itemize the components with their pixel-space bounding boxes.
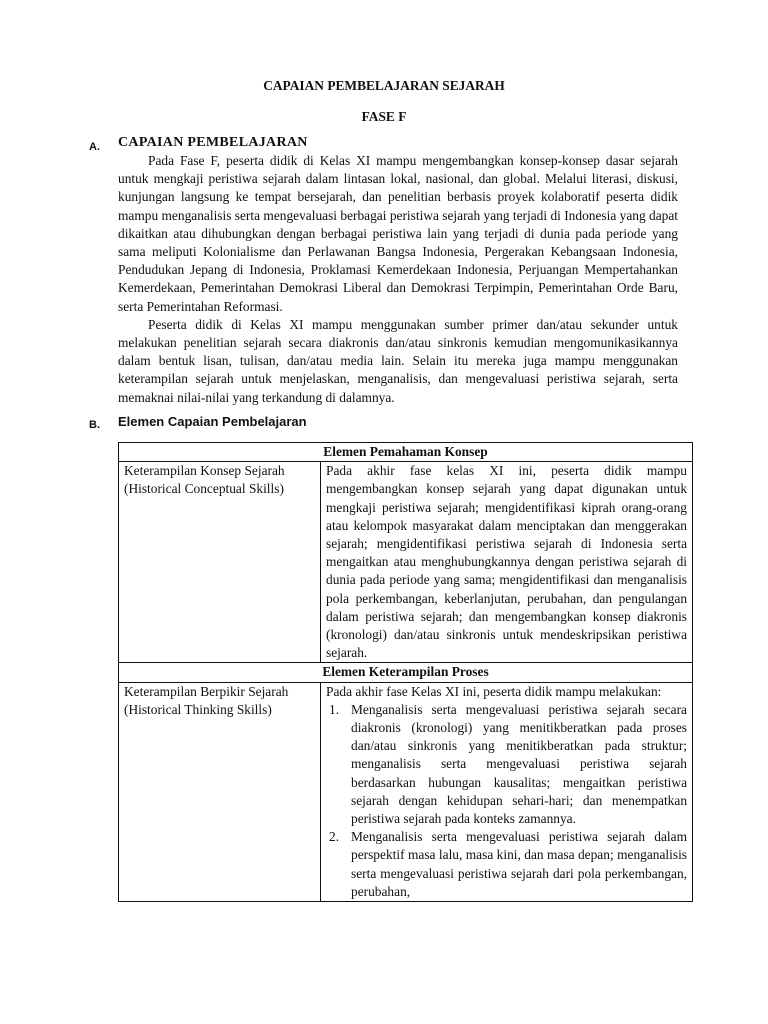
list-item (326, 701, 687, 828)
element-description-cell (321, 682, 693, 901)
section-b-marker: B. (89, 419, 100, 431)
element-label-cell (119, 462, 321, 663)
table-row (119, 682, 693, 901)
element-label: Keterampilan Berpikir Sejarah (124, 683, 289, 699)
elemen-table (118, 442, 693, 902)
document-subtitle: FASE F (361, 109, 407, 124)
table-row (119, 443, 693, 462)
paragraph: Peserta didik di Kelas XI mampu menggunakan sumber primer dan/atau sekunder untuk melakukan penelitian sejarah secara diakronis dan/atau sinkronis kemudian mengomunikasikannya dalam bentuk lisan, tulisan, dan/atau media lain. Selain itu mereka juga mampu menggunakan keterampilan sejarah untuk menjelaskan, menganalisis, dan mengevaluasi peristiwa sejarah, serta memaknai nilai-nilai yang terkandung di dalamnya. (118, 316, 678, 405)
section-a-body (118, 152, 678, 407)
table-group-header: Elemen Pemahaman Konsep (119, 443, 693, 462)
table-row (119, 462, 693, 663)
list-item (326, 828, 687, 901)
element-description-cell (321, 462, 693, 663)
section-a-heading: CAPAIAN PEMBELAJARAN (118, 135, 308, 150)
paragraph: Pada Fase F, peserta didik di Kelas XI mampu mengembangkan konsep-konsep dasar sejarah untuk mengkaji peristiwa sejarah dalam lintasan lokal, nasional, dan global. Melalui literasi, diskusi, kunjungan langsung ke tempat bersejarah, dan penelitian berbasis proyek kolaboratif peserta didik mampu menganalisis serta mengevaluasi berbagai peristiwa sejarah yang terjadi di Indonesia yang dapat dikaitkan atau dihubungkan dengan berbagai peristiwa lain yang terjadi di dunia pada periode yang sama meliputi Kolonialisme dan Perlawanan Bangsa Indonesia, Pergerakan Kebangsaan Indonesia, Pendudukan Jepang di Indonesia, Proklamasi Kemerdekaan Indonesia, Perjuangan Mempertahankan Kemerdekaan, Pemerintahan Demokrasi Liberal dan Demokrasi Terpimpin, Pemerintahan Orde Baru, serta Pemerintahan Reformasi. (118, 153, 678, 314)
list-text: Menganalisis serta mengevaluasi peristiwa sejarah dalam perspektif masa lalu, masa kini, dan masa depan; menganalisis serta mengevaluasi peristiwa sejarah dari pola perkembangan, perubahan, (351, 829, 688, 899)
list-number: 1. (329, 701, 340, 717)
section-a-marker: A. (89, 141, 100, 153)
element-intro: Pada akhir fase Kelas XI ini, peserta didik mampu melakukan: (326, 683, 662, 699)
element-label-english: (Historical Thinking Skills) (124, 701, 272, 717)
element-label-english: (Historical Conceptual Skills) (124, 481, 284, 497)
numbered-list (326, 701, 687, 901)
element-label: Keterampilan Konsep Sejarah (124, 463, 285, 479)
table-group-header: Elemen Keterampilan Proses (119, 663, 693, 682)
list-number: 2. (329, 829, 340, 845)
table-row (119, 663, 693, 682)
document-title: CAPAIAN PEMBELAJARAN SEJARAH (263, 78, 505, 93)
section-b-heading: Elemen Capaian Pembelajaran (118, 414, 307, 429)
element-label-cell (119, 682, 321, 901)
element-description: Pada akhir fase kelas XI ini, peserta didik mampu mengembangkan konsep sejarah yang dapat digunakan untuk mengkaji peristiwa sejarah; mengidentifikasi kiprah orang-orang atau kelompok masyarakat dalam menciptakan dan menggerakan sejarah; mengidentifikasi peristiwa sejarah di Indonesia serta mengaitkan atau menghubungkannya dengan peristiwa sejarah di dunia pada periode yang sama; mengidentifikasi dan menganalisis pola perkembangan, keberlanjutan, perubahan, dan pengulangan dalam peristiwa sejarah; dan mengembangkan konsep diakronis (kronologi) dan/atau sinkronis untuk mendeskripsikan peristiwa sejarah. (326, 463, 688, 661)
list-text: Menganalisis serta mengevaluasi peristiwa sejarah secara diakronis (kronologi) yang menitikberatkan pada proses dan/atau sinkronis yang menitikberatkan pada struktur; menganalisis serta mengevaluasi peristiwa sejarah berdasarkan hubungan kausalitas; mengaitkan peristiwa sejarah dengan kehidupan sehari-hari; dan menempatkan peristiwa sejarah pada konteks zamannya. (351, 701, 688, 827)
